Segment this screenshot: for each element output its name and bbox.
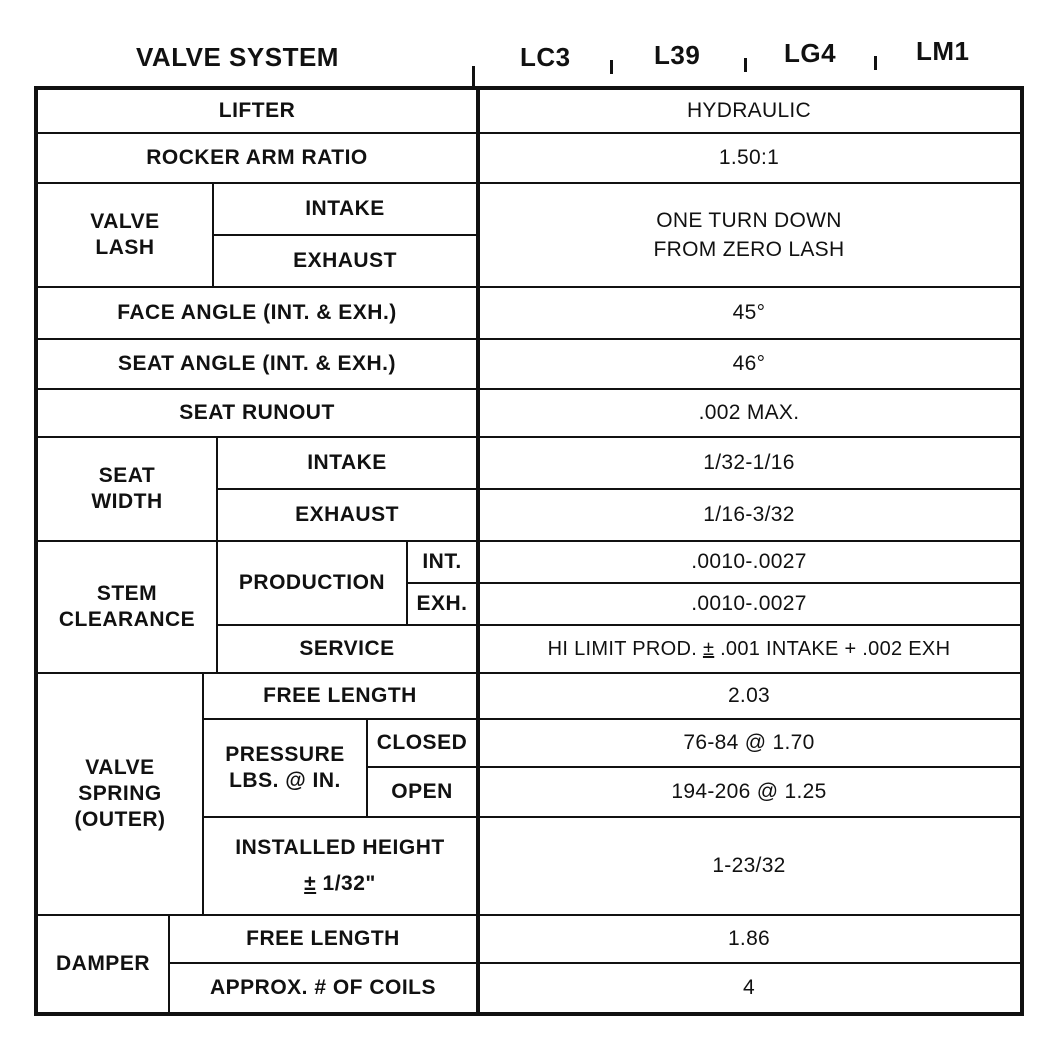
- value-damper-coils: 4: [743, 976, 755, 1000]
- label-closed: CLOSED: [368, 720, 478, 768]
- label-lifter: LIFTER: [38, 90, 478, 134]
- label-valve-lash-exhaust: EXHAUST: [214, 236, 478, 288]
- value-service-sign: ±: [702, 638, 715, 660]
- value-valve-lash-line2: FROM ZERO LASH: [653, 238, 845, 261]
- header-divider: [744, 58, 747, 72]
- header-divider: [874, 56, 877, 70]
- label-valve-spring: VALVE SPRING (OUTER): [38, 674, 204, 916]
- value-seat-width-intake: 1/32-1/16: [478, 438, 1020, 490]
- value-spring-open: 194-206 @ 1.25: [478, 768, 1020, 818]
- engine-header-lg4: LG4: [784, 38, 837, 68]
- engine-header-l39: L39: [654, 40, 701, 70]
- label-valve-lash: VALVE LASH: [38, 184, 214, 288]
- label-face-angle: FACE ANGLE (INT. & EXH.): [38, 288, 478, 340]
- engine-header-lc3: LC3: [520, 42, 571, 72]
- value-service-suffix: .001 INTAKE + .002 EXH: [720, 638, 951, 660]
- label-stem-int: INT.: [408, 542, 478, 584]
- value-service: [478, 626, 1020, 674]
- label-installed-height-tol-sign: ±: [304, 872, 317, 895]
- value-rocker-arm-ratio: 1.50:1: [478, 134, 1020, 184]
- label-damper-free-length: FREE LENGTH: [170, 916, 478, 964]
- value-valve-lash: [478, 184, 1020, 288]
- value-installed-height: 1-23/32: [478, 818, 1020, 916]
- value-stem-exh: .0010-.0027: [478, 584, 1020, 626]
- value-seat-width-exhaust: 1/16-3/32: [478, 490, 1020, 542]
- value-damper-free-length: 1.86: [478, 916, 1020, 964]
- value-face-angle: 45°: [478, 288, 1020, 340]
- value-seat-runout: .002 MAX.: [478, 390, 1020, 438]
- label-valve-lash-intake: INTAKE: [214, 184, 478, 236]
- label-seat-width-exhaust: EXHAUST: [218, 490, 478, 542]
- label-installed-height-tol-value: 1/32": [322, 872, 376, 895]
- label-stem-clearance: STEM CLEARANCE: [38, 542, 218, 674]
- spec-table: [34, 86, 1024, 1016]
- value-spring-free-length: 2.03: [478, 674, 1020, 720]
- label-seat-runout: SEAT RUNOUT: [38, 390, 478, 438]
- label-open: OPEN: [368, 768, 478, 818]
- value-lifter: HYDRAULIC: [478, 90, 1020, 134]
- label-approx-coils: APPROX. # OF COILS: [170, 964, 478, 1012]
- label-production: PRODUCTION: [218, 542, 408, 626]
- label-installed-height-tolerance: [304, 871, 376, 897]
- label-stem-exh: EXH.: [408, 584, 478, 626]
- value-service-prefix: HI LIMIT PROD.: [547, 638, 698, 660]
- label-service: SERVICE: [218, 626, 478, 674]
- label-pressure: PRESSURE LBS. @ IN.: [204, 720, 368, 818]
- label-installed-height-text: INSTALLED HEIGHT: [235, 835, 445, 859]
- label-rocker-arm-ratio: ROCKER ARM RATIO: [38, 134, 478, 184]
- label-installed-height: [204, 818, 478, 916]
- table-title: VALVE SYSTEM: [136, 42, 339, 72]
- header-divider: [472, 66, 475, 88]
- label-spring-free-length: FREE LENGTH: [204, 674, 478, 720]
- label-damper: DAMPER: [38, 916, 170, 1012]
- label-seat-width-intake: INTAKE: [218, 438, 478, 490]
- value-spring-closed: 76-84 @ 1.70: [478, 720, 1020, 768]
- label-seat-angle: SEAT ANGLE (INT. & EXH.): [38, 340, 478, 390]
- column-divider: [476, 90, 480, 1012]
- header-divider: [610, 60, 613, 74]
- label-seat-width: SEAT WIDTH: [38, 438, 218, 542]
- value-valve-lash-line1: ONE TURN DOWN: [656, 208, 842, 232]
- value-stem-int: .0010-.0027: [478, 542, 1020, 584]
- value-seat-angle: 46°: [478, 340, 1020, 390]
- engine-header-lm1: LM1: [916, 36, 970, 66]
